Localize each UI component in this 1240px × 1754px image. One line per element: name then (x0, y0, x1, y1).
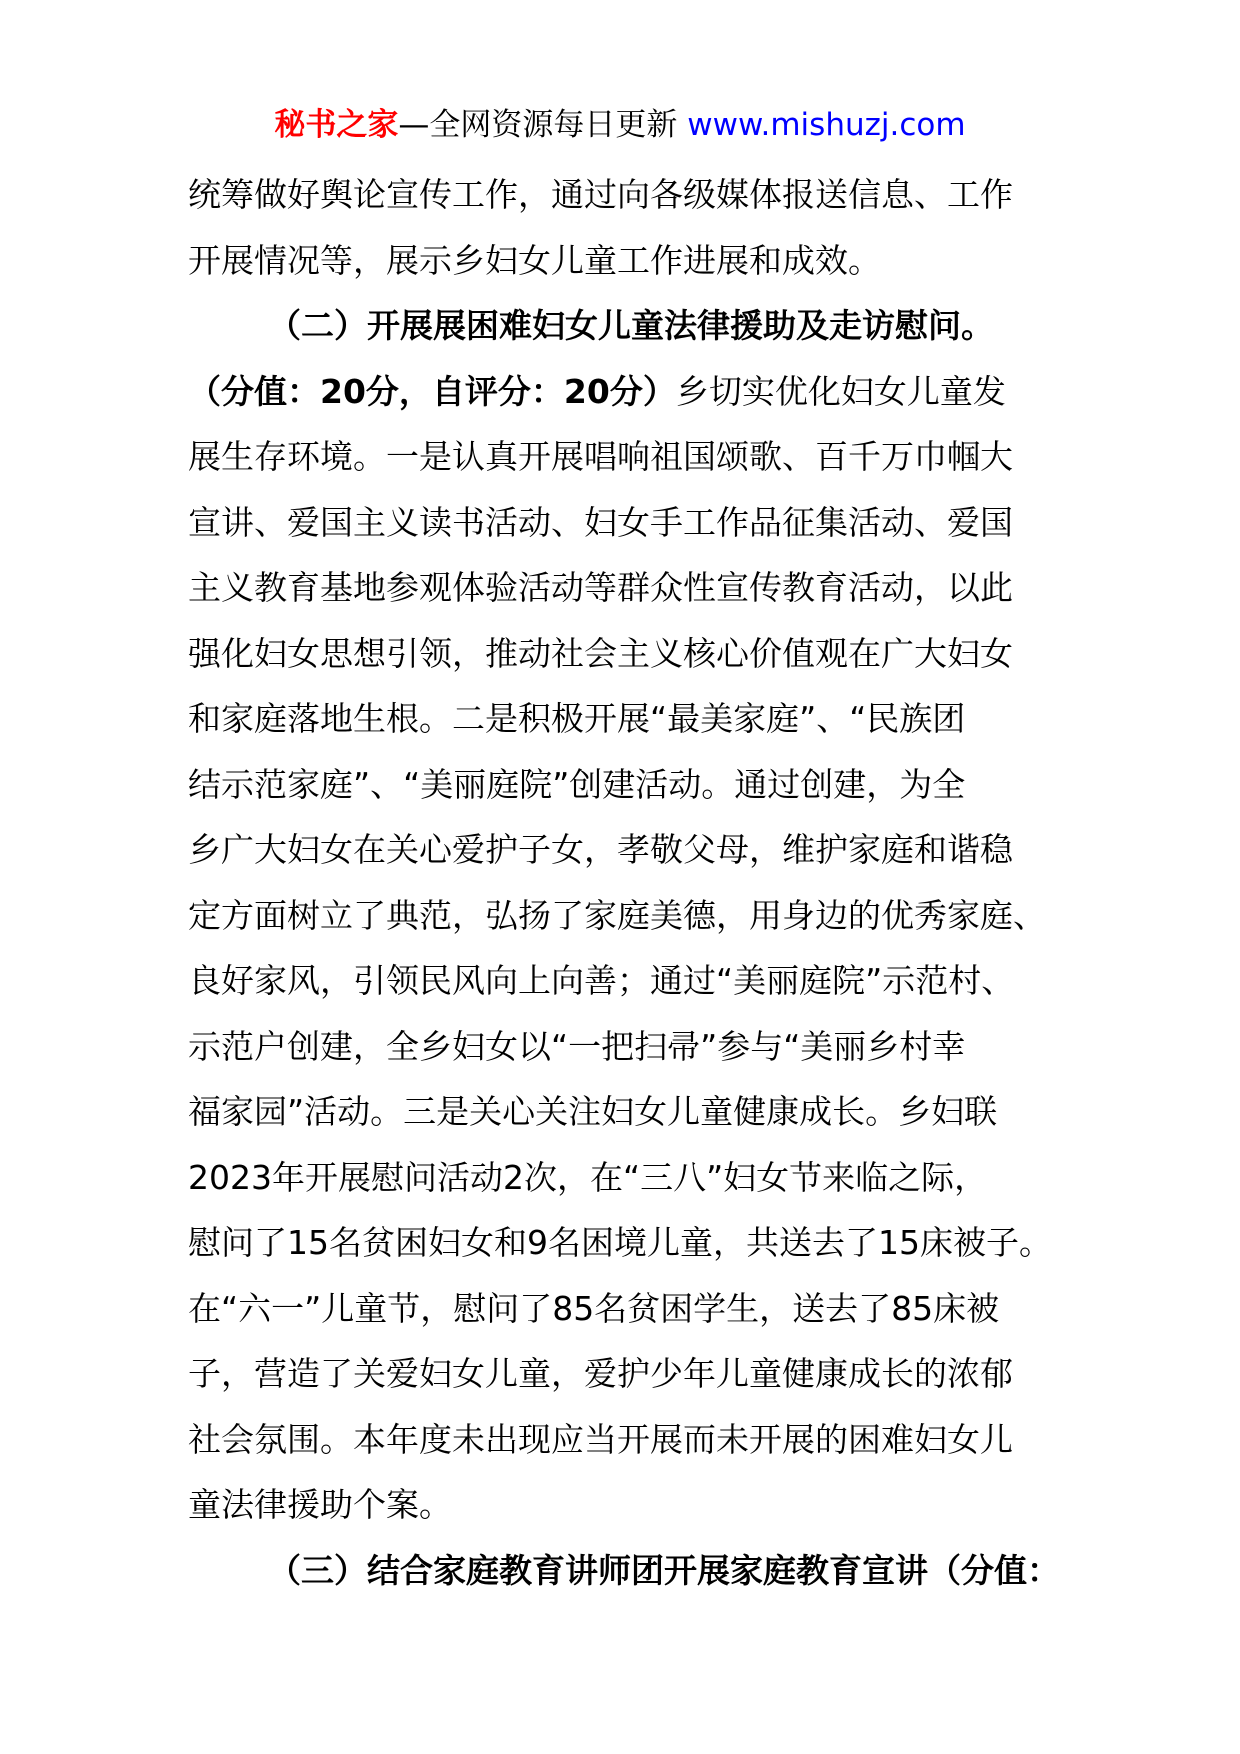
paragraph-text: 乡切实优化妇女儿童发 (675, 371, 1006, 411)
paragraph-line: 定方面树立了典范，弘扬了家庭美德，用身边的优秀家庭、 (188, 895, 1046, 935)
paragraph-line: 乡广大妇女在关心爱护子女，孝敬父母，维护家庭和谐稳 (188, 830, 1013, 869)
site-header (0, 103, 1240, 147)
paragraph-line: 在“六一”儿童节，慰问了85名贫困学生，送去了85床被 (188, 1288, 1000, 1328)
document-body (188, 162, 1068, 1603)
paragraph-line: 子，营造了关爱妇女儿童，爱护少年儿童健康成长的浓郁 (188, 1354, 1013, 1393)
paragraph-line: 良好家风，引领民风向上向善；通过“美丽庭院”示范村、 (188, 961, 1015, 1000)
paragraph-line: 社会氛围。本年度未出现应当开展而未开展的困难妇女儿 (188, 1419, 1013, 1459)
paragraph-line: 统筹做好舆论宣传工作，通过向各级媒体报送信息、工作 (188, 175, 1013, 214)
paragraph-line: 宣讲、爱国主义读书活动、妇女手工作品征集活动、爱国 (188, 502, 1013, 542)
brand-name: 秘书之家 (274, 107, 399, 143)
section-heading-2: （二）开展展困难妇女儿童法律援助及走访慰问。 (268, 306, 994, 345)
site-url-link[interactable]: www.mishuzj.com (687, 107, 966, 143)
header-slogan: —全网资源每日更新 (398, 107, 678, 143)
paragraph-line: 结示范家庭”、“美丽庭院”创建活动。通过创建，为全 (188, 764, 966, 804)
paragraph-line: 慰问了15名贫困妇女和9名困境儿童，共送去了15床被子。 (188, 1223, 1052, 1262)
paragraph-line: 开展情况等，展示乡妇女儿童工作进展和成效。 (188, 240, 881, 280)
paragraph-line: 童法律援助个案。 (188, 1485, 452, 1524)
paragraph-line: 展生存环境。一是认真开展唱响祖国颂歌、百千万巾帼大 (188, 437, 1013, 476)
paragraph-line (188, 359, 1068, 425)
paragraph-line: 示范户创建，全乡妇女以“一把扫帚”参与“美丽乡村幸 (188, 1026, 966, 1066)
paragraph-line: 主义教育基地参观体验活动等群众性宣传教育活动，以此 (188, 568, 1013, 607)
paragraph-line: 和家庭落地生根。二是积极开展“最美家庭”、“民族团 (188, 699, 966, 738)
paragraph-line: 2023年开展慰问活动2次，在“三八”妇女节来临之际， (188, 1157, 988, 1197)
paragraph-line: 福家园”活动。三是关心关注妇女儿童健康成长。乡妇联 (188, 1092, 998, 1131)
paragraph-line: 强化妇女思想引领，推动社会主义核心价值观在广大妇女 (188, 633, 1013, 673)
score-label: （分值：20分，自评分：20分） (188, 371, 676, 411)
section-heading-3: （三）结合家庭教育讲师团开展家庭教育宣讲（分值： (268, 1550, 1060, 1590)
